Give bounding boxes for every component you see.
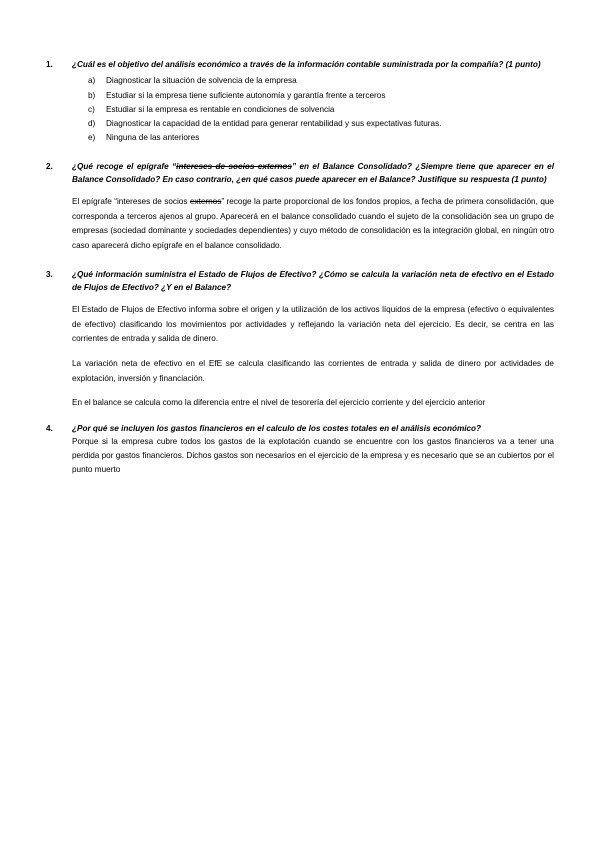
question-prompt: ¿Por qué se incluyen los gastos financieros en el calculo de los costes totales en el análisis económico? <box>72 423 482 433</box>
question-item <box>46 268 554 411</box>
option-item <box>72 131 554 144</box>
question-prompt <box>72 160 554 187</box>
option-item <box>72 103 554 116</box>
question-body <box>72 422 554 478</box>
question-body <box>72 268 554 411</box>
option-text: Ninguna de las anteriores <box>106 133 200 143</box>
section-spacer <box>46 256 554 268</box>
answer-lead: El epígrafe “intereses de socios <box>72 197 190 207</box>
prompt-lead: ¿Qué recoge el epígrafe “ <box>72 161 177 171</box>
option-text: Estudiar si la empresa es rentable en condiciones de solvencia <box>106 104 335 114</box>
question-prompt: ¿Qué información suministra el Estado de Flujos de Efectivo? ¿Cómo se calcula la variación neta de efectivo en el Estado de Flujos de Efectivo? ¿Y en el Balance? <box>72 269 554 292</box>
option-item <box>72 89 554 102</box>
question-body <box>72 160 554 254</box>
option-text: Diagnosticar la situación de solvencia de la empresa <box>106 76 297 86</box>
question-item <box>46 422 554 478</box>
question-number: 3. <box>46 269 53 279</box>
option-text: Diagnosticar la capacidad de la entidad para generar rentabilidad y sus expectativas futuras. <box>106 119 442 129</box>
question-item <box>46 160 554 254</box>
option-label: c) <box>88 104 95 114</box>
question-body <box>72 58 554 146</box>
answer-struck-text: externos <box>189 197 222 207</box>
section-spacer <box>46 148 554 160</box>
prompt-rest: ” en el Balance Consolidado? ¿Siempre tiene que aparecer en el Balance Consolidado? En caso contrario, ¿en qué casos puede aparecer en el Balance? Justifique su respuesta (1 punto) <box>72 161 554 184</box>
question-number: 1. <box>46 60 53 69</box>
answer-paragraph: Porque si la empresa cubre todos los gastos de la explotación cuando se encuentre con los gastos financieros va a tener una perdida por gastos financieros. Dichos gastos son necesarios en el ejercicio de la empresa y es necesario que se an cubiertos por el punto muerto <box>72 437 554 475</box>
answer-paragraph: La variación neta de efectivo en el EfE se calcula clasificando las corrientes de entrada y salida de dinero por actividades de explotación, inversión y financiación. <box>72 358 554 383</box>
option-item <box>72 74 554 87</box>
answer-paragraph <box>72 195 554 253</box>
question-item <box>46 58 554 146</box>
option-label: e) <box>88 133 96 143</box>
answer-paragraph: El Estado de Flujos de Efectivo informa sobre el origen y la utilización de los activos líquidos de la empresa (efectivo o equivalentes de efectivo) clasificando los movimientos por actividades y reflejando la variación neta del ejercicio. Es decir, se centra en las corrientes de entrada y salida de dinero. <box>72 305 554 344</box>
option-label: a) <box>88 76 96 86</box>
question-number: 2. <box>46 161 53 171</box>
answer-rest: ” recoge la parte proporcional de los fondos propios, a fecha de primera consolidación, que corresponda a terceros ajenos al grupo. Aparecerá en el balance consolidado cuando el sujeto de la consolidación sea un grupo de empresas (sociedad dominante y sociedades dependientes) y cuyo método de consolidación es la integración global, en ningún otro caso aparecerá dicho epígrafe en el balance consolidado. <box>72 197 554 251</box>
option-label: d) <box>88 119 96 129</box>
question-prompt: ¿Cuál es el objetivo del análisis económico a través de la información contable suministrada por la compañía? (1 punto) <box>72 60 541 69</box>
question-number: 4. <box>46 423 53 433</box>
answer-paragraph: En el balance se calcula como la diferencia entre el nivel de tesorería del ejercicio corriente y del ejercicio anterior <box>72 398 486 408</box>
option-item <box>72 117 554 130</box>
option-text: Estudiar si la empresa tiene suficiente autonomía y garantía frente a terceros <box>106 90 386 100</box>
option-label: b) <box>88 90 96 100</box>
section-spacer <box>46 413 554 422</box>
answer-options-list <box>72 74 554 144</box>
prompt-struck-text: intereses de socios externos <box>176 161 292 171</box>
